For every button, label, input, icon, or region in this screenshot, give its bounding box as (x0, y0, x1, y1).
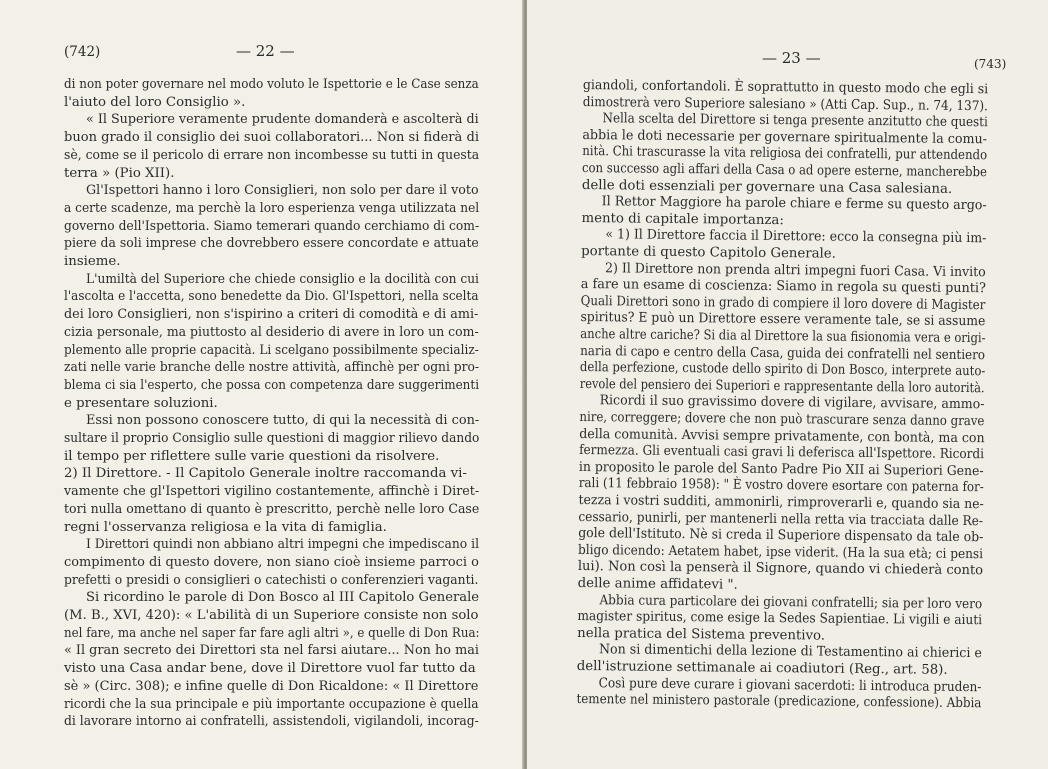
text-line: nità. Chi trascurasse la vita religiosa dei confratelli, pur attendendo (582, 144, 988, 164)
text-line: sultare il proprio Consiglio sulle questioni di maggior rilievo dando (64, 431, 480, 446)
text-line: il tempo per riflettere sulle varie questioni da risolvere. (64, 448, 440, 464)
text-line: anche altre cariche? Si dia al Direttore la sua fisionomia vera e origi- (580, 326, 986, 347)
text-line: compimento di questo dovere, non siano cioè insieme parroci o (64, 554, 479, 570)
text-line: gole dell'Istituto. Nè si creda il Superiore dispensato da tale ob- (578, 526, 984, 546)
text-line: di non poter governare nel modo voluto le Ispettorie e le Case senza (64, 77, 479, 92)
text-line: e presentare soluzioni. (64, 395, 218, 411)
text-line: Quali Direttori sono in grado di compiere il loro dovere di Magister (580, 293, 986, 314)
text-line: magister spiritus, come esige la Sedes Sapientiae. Li vigili e aiuti (577, 609, 983, 629)
text-line: spiritus? E può un Direttore essere veramente tale, se si assume (580, 310, 986, 330)
text-line: I Direttori quindi non abbiano altri impegni che impediscano il (86, 537, 480, 553)
text-line: Ricordi il suo gravissimo dovere di vigilare, avvisare, ammo- (599, 393, 985, 413)
right-page-number: — 23 — (762, 49, 821, 67)
text-line: Essi non possono conoscere tutto, di qui la necessità di con- (86, 413, 480, 429)
text-line: zati nelle varie branche delle nostre attività, affinchè per ogni pro- (64, 360, 480, 376)
text-line: terra » (Pio XII). (64, 165, 175, 181)
text-line: a certe scadenze, ma perchè la loro esperienza venga utilizzata nel (64, 200, 480, 216)
text-line: « Il Superiore veramente prudente domanderà e ascolterà di (86, 112, 479, 128)
text-line: sè » (Circ. 308); e infine quelle di Don Ricaldone: « Il Direttore (64, 678, 479, 694)
text-line: governo dell'Ispettoria. Siamo temerari quando cerchiamo di com- (64, 218, 480, 234)
text-line: nella pratica del Sistema preventivo. (577, 625, 826, 644)
text-line: vamente che gl'Ispettori vigilino costantemente, affinchè i Diret- (64, 484, 480, 500)
text-line: l'aiuto del loro Consiglio ». (64, 94, 246, 110)
left-page-number: — 22 — (236, 42, 295, 60)
text-line: Nella scelta del Direttore si tenga presente anzitutto che questi (602, 111, 988, 131)
text-line: visto una Casa andar bene, dove il Direttore vuol far tutto da (64, 661, 476, 677)
text-line: cessario, punirli, per mantenerli nella retta via tracciata dalle Re- (578, 509, 984, 529)
text-line: regni l'osservanza religiosa e la vita di famiglia. (64, 519, 387, 535)
text-line: in proposito le parole del Santo Padre Pio XII ai Superiori Gene- (578, 459, 984, 480)
text-line: nel fare, ma anche nel saper far fare agli altri », e quelle di Don Rua: (64, 625, 480, 641)
text-line: Gl'Ispettori hanno i loro Consiglieri, non solo per dare il voto (86, 183, 479, 199)
text-line: cizia personale, ma piuttosto al desiderio di avere in loro un com- (64, 324, 479, 340)
text-line: tezza i vostri sudditi, ammonirli, rimproverarli e, quando sia ne- (578, 492, 984, 513)
text-line: di lavorare intorno ai confratelli, assistendoli, vigilandoli, incorag- (64, 714, 479, 730)
text-line: della perfezione, custode dello spirito di Don Bosco, interprete auto- (579, 360, 986, 380)
right-page (527, 0, 1048, 769)
text-line: Non si dimentichi della lezione di Testamentino ai chierici e (598, 642, 982, 662)
text-line: L'umiltà del Superiore che chiede consiglio e la docilità con cui (86, 271, 479, 287)
text-line: portante di questo Capitolo Generale. (581, 243, 836, 262)
text-line: della comunità. Avvisi sempre privatamente, con bontà, ma con (579, 426, 985, 446)
text-line: delle doti essenziali per governare una Casa salesiana. (581, 177, 953, 197)
text-line: Il Rettor Maggiore ha parole chiare e ferme su questo argo- (601, 194, 987, 214)
text-line: revole del pensiero dei Superiori e rappresentante della loro autorità. (579, 376, 985, 397)
text-line: fermezza. Gli eventuali casi gravi li deferisca all'Ispettore. Ricordi (579, 443, 985, 463)
text-line: a fare un esame di coscienza: Siamo in regola su questi punti? (580, 277, 986, 297)
text-line: ricordi che la sua principale e più importante occupazione è quella (64, 696, 479, 712)
text-line: « Il gran secreto dei Direttori sta nel farsi aiutare... Non ho mai (64, 643, 480, 659)
text-line: nire, correggere; dovere che non può trascurare senza danno grave (579, 409, 985, 430)
text-line: rali (11 febbraio 1958): " È vostro dovere esortare con paterna for- (578, 476, 984, 496)
text-line: abbia le doti necessarie per governare spiritualmente la comu- (582, 127, 988, 148)
text-line: bligo dicendo: Aetatem habet, ipse viderit. (Ha la sua età; ci pensi (577, 542, 984, 563)
text-line: naria di capo e centro della Casa, guida dei confratelli nel sentiero (580, 343, 986, 363)
text-line: con successo agli affari della Casa o ad opere esterne, mancherebbe (581, 160, 987, 181)
text-line: piere da soli imprese che dovrebbero essere concordate e attuate (64, 236, 479, 252)
text-line: sè, come se il pericolo di errare non incombesse su tutti in questa (64, 147, 480, 163)
text-line: blema ci sia l'esperto, che possa con competenza dare suggerimenti (64, 377, 480, 393)
text-line: « 1) Il Direttore faccia il Direttore: ecco la consegna più im- (605, 227, 987, 247)
text-line: dei loro Consiglieri, non s'ispirino a criteri di comodità e di ami- (64, 307, 479, 323)
text-line: giandoli, confortandoli. È soprattutto in questo modo che egli si (582, 78, 989, 98)
text-line: lui). Non così la penserà il Signore, quando vi chiederà conto (577, 559, 984, 579)
text-line: delle anime affidatevi ". (577, 575, 738, 593)
text-line: plemento alle proprie capacità. Li scelgano possibilmente specializ- (64, 342, 479, 358)
text-line: dimostrerà vero Superiore salesiano » (Atti Cap. Sup., n. 74, 137). (582, 94, 989, 114)
text-line: mento di capitale importanza: (581, 210, 784, 228)
left-margin-number: (742) (64, 44, 101, 60)
text-line: 2) Il Direttore non prenda altri impegni fuori Casa. Vi invito (604, 260, 986, 280)
text-line: prefetti o presidi o consiglieri o catechisti o conferenzieri vaganti. (64, 572, 479, 588)
text-line: Si ricordino le parole di Don Bosco al III Capitolo Generale (86, 590, 480, 606)
text-line: dell'istruzione settimanale ai coadiutori (Reg., art. 58). (576, 658, 948, 678)
text-line: buon grado il consiglio dei suoi collaboratori... Non si fiderà di (64, 130, 479, 146)
text-line: 2) Il Direttore. - Il Capitolo Generale inoltre raccomanda vi- (64, 466, 467, 482)
right-margin-number: (743) (974, 57, 1007, 71)
text-line: tori nulla omettano di quanto è prescritto, perchè nelle loro Case (64, 501, 480, 517)
text-line: temente nel ministero pastorale (predicazione, confessione). Abbia (576, 692, 982, 712)
text-line: l'ascolta e l'accetta, sono benedette da Dio. Gl'Ispettori, nella scelta (64, 289, 479, 305)
text-line: Abbia cura particolare dei giovani confratelli; sia per loro vero (599, 592, 983, 612)
text-line: (M. B., XVI, 420): « L'abilità di un Superiore consiste non solo (64, 608, 479, 623)
text-line: Così pure deve curare i giovani sacerdoti: li introduca pruden- (598, 675, 982, 695)
text-line: insieme. (64, 254, 121, 269)
